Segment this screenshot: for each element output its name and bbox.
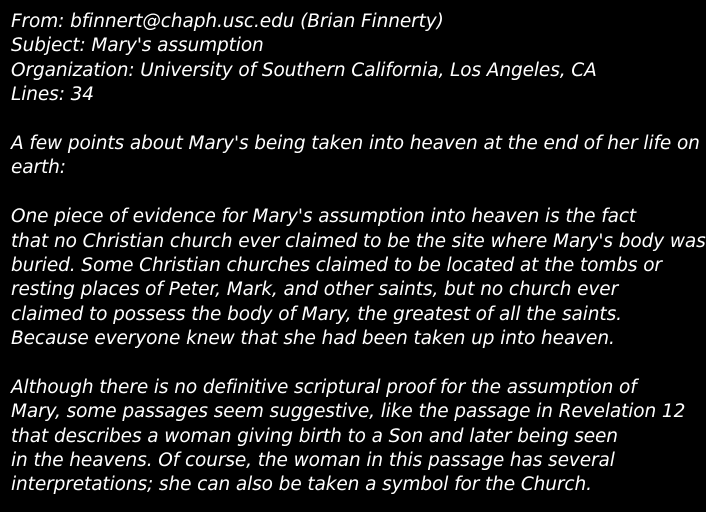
para1-line: A few points about Mary's being taken into heaven at the end of her life on [11,132,700,154]
para2-line: that no Christian church ever claimed to be the site where Mary's body was [11,230,706,252]
para3-line: Mary, some passages seem suggestive, like the passage in Revelation 12 [11,401,686,423]
header-organization: Organization: University of Southern California, Los Angeles, CA [11,59,597,81]
blank-line [11,351,512,375]
header-lines: Lines: 34 [11,84,94,106]
message-text [11,10,706,498]
para3-line: that describes a woman giving birth to a Son and later being seen [11,425,618,447]
para3-line: interpretations; she can also be taken a symbol for the Church. [11,474,592,496]
para2-line: One piece of evidence for Mary's assumption into heaven is the fact [11,206,637,228]
para3-line: Although there is no definitive scriptural proof for the assumption of [11,376,637,398]
para2-line: resting places of Peter, Mark, and other saints, but no church ever [11,279,619,301]
para1-line: earth: [11,157,66,179]
para2-line: buried. Some Christian churches claimed to be located at the tombs or [11,254,662,276]
para3-line: in the heavens. Of course, the woman in this passage has several [11,450,615,472]
header-from: From: bfinnert@chaph.usc.edu (Brian Finnerty) [11,11,444,32]
para2-line: claimed to possess the body of Mary, the greatest of all the saints. [11,303,622,325]
blank-line [11,181,512,205]
blank-line [11,108,512,132]
header-subject: Subject: Mary's assumption [11,35,264,57]
para2-line: Because everyone knew that she had been taken up into heaven. [11,328,615,350]
